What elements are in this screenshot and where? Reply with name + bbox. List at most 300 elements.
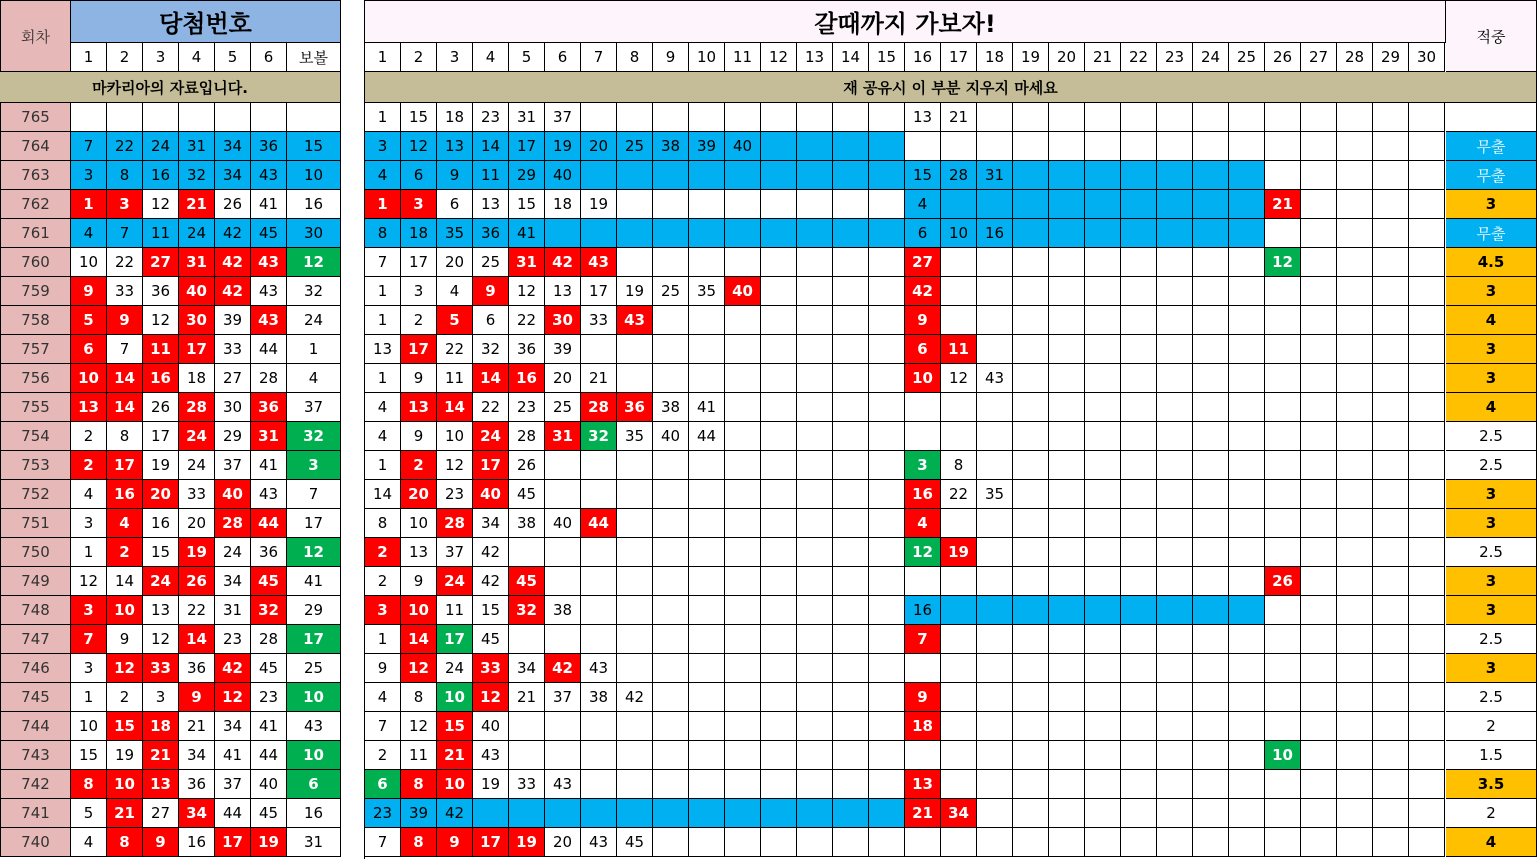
winning-number-cell[interactable]: 36 <box>179 770 215 799</box>
grid-cell[interactable] <box>869 451 905 480</box>
bonus-number-cell[interactable]: 16 <box>287 799 341 828</box>
grid-cell[interactable] <box>1085 422 1121 451</box>
grid-cell[interactable] <box>653 161 689 190</box>
winning-number-cell[interactable]: 22 <box>107 132 143 161</box>
grid-cell[interactable] <box>1121 683 1157 712</box>
winning-number-cell[interactable]: 43 <box>251 161 287 190</box>
winning-number-cell[interactable]: 10 <box>71 364 107 393</box>
round-cell[interactable]: 764 <box>0 132 71 161</box>
grid-cell[interactable] <box>545 625 581 654</box>
grid-cell[interactable] <box>761 161 797 190</box>
grid-cell[interactable] <box>725 451 761 480</box>
grid-cell[interactable] <box>1409 741 1445 770</box>
winning-number-cell[interactable]: 20 <box>179 509 215 538</box>
grid-cell[interactable]: 16 <box>905 480 941 509</box>
winning-number-cell[interactable] <box>71 103 107 132</box>
winning-number-cell[interactable]: 43 <box>251 306 287 335</box>
grid-cell[interactable] <box>725 161 761 190</box>
winning-number-cell[interactable]: 9 <box>71 277 107 306</box>
grid-cell[interactable] <box>761 451 797 480</box>
grid-cell[interactable]: 38 <box>545 596 581 625</box>
winning-number-cell[interactable]: 12 <box>143 306 179 335</box>
hits-cell[interactable]: 3 <box>1446 567 1537 596</box>
grid-cell[interactable]: 38 <box>509 509 545 538</box>
grid-cell[interactable] <box>977 683 1013 712</box>
grid-cell[interactable] <box>1157 683 1193 712</box>
grid-cell[interactable] <box>1373 132 1409 161</box>
grid-cell[interactable]: 7 <box>905 625 941 654</box>
grid-cell[interactable] <box>1265 625 1301 654</box>
bonus-number-cell[interactable]: 6 <box>287 770 341 799</box>
grid-cell[interactable] <box>1373 306 1409 335</box>
grid-cell[interactable] <box>1337 219 1373 248</box>
grid-cell[interactable] <box>1193 364 1229 393</box>
grid-cell[interactable] <box>1409 393 1445 422</box>
grid-cell[interactable] <box>653 509 689 538</box>
grid-cell[interactable] <box>1265 277 1301 306</box>
hits-cell[interactable]: 4 <box>1446 828 1537 857</box>
grid-cell[interactable] <box>1013 277 1049 306</box>
grid-cell[interactable] <box>1193 625 1229 654</box>
grid-cell[interactable] <box>1157 451 1193 480</box>
hits-cell[interactable]: 3 <box>1446 480 1537 509</box>
grid-cell[interactable]: 37 <box>545 683 581 712</box>
winning-number-cell[interactable]: 15 <box>143 538 179 567</box>
hits-cell[interactable]: 2.5 <box>1446 625 1537 654</box>
grid-cell[interactable] <box>797 451 833 480</box>
grid-cell[interactable] <box>833 422 869 451</box>
win-col-header[interactable]: 2 <box>107 43 143 72</box>
grid-cell[interactable] <box>977 799 1013 828</box>
grid-cell[interactable] <box>1049 190 1085 219</box>
grid-cell[interactable] <box>833 683 869 712</box>
grid-cell[interactable] <box>1193 393 1229 422</box>
grid-cell[interactable] <box>1229 828 1265 857</box>
bonus-number-cell[interactable]: 32 <box>287 422 341 451</box>
grid-cell[interactable]: 6 <box>437 190 473 219</box>
grid-cell[interactable]: 19 <box>545 132 581 161</box>
grid-cell[interactable] <box>1193 683 1229 712</box>
grid-cell[interactable]: 21 <box>905 799 941 828</box>
main-col-header[interactable]: 20 <box>1049 43 1085 72</box>
grid-cell[interactable]: 12 <box>401 132 437 161</box>
grid-cell[interactable]: 25 <box>653 277 689 306</box>
winning-number-cell[interactable]: 37 <box>215 770 251 799</box>
winning-number-cell[interactable]: 8 <box>107 828 143 857</box>
grid-cell[interactable] <box>977 335 1013 364</box>
grid-cell[interactable] <box>1157 277 1193 306</box>
grid-cell[interactable] <box>1085 306 1121 335</box>
grid-cell[interactable] <box>1085 219 1121 248</box>
grid-cell[interactable] <box>581 596 617 625</box>
grid-cell[interactable] <box>1049 451 1085 480</box>
grid-cell[interactable] <box>797 335 833 364</box>
grid-cell[interactable]: 6 <box>365 770 401 799</box>
grid-cell[interactable]: 10 <box>1265 741 1301 770</box>
grid-cell[interactable]: 2 <box>401 306 437 335</box>
round-cell[interactable]: 750 <box>0 538 71 567</box>
round-cell[interactable]: 747 <box>0 625 71 654</box>
grid-cell[interactable] <box>1409 712 1445 741</box>
hits-cell[interactable] <box>1446 103 1537 132</box>
grid-cell[interactable]: 15 <box>509 190 545 219</box>
grid-cell[interactable] <box>941 422 977 451</box>
winning-number-cell[interactable]: 16 <box>143 509 179 538</box>
grid-cell[interactable] <box>1409 306 1445 335</box>
grid-cell[interactable] <box>689 741 725 770</box>
winning-number-cell[interactable]: 31 <box>215 596 251 625</box>
grid-cell[interactable] <box>653 683 689 712</box>
grid-cell[interactable] <box>1409 683 1445 712</box>
grid-cell[interactable] <box>1013 422 1049 451</box>
winning-number-cell[interactable]: 3 <box>71 509 107 538</box>
grid-cell[interactable] <box>1409 422 1445 451</box>
grid-cell[interactable]: 3 <box>905 451 941 480</box>
grid-cell[interactable] <box>1337 770 1373 799</box>
grid-cell[interactable]: 11 <box>437 364 473 393</box>
grid-cell[interactable]: 16 <box>905 596 941 625</box>
grid-cell[interactable] <box>1301 799 1337 828</box>
grid-cell[interactable] <box>1049 103 1085 132</box>
grid-cell[interactable]: 9 <box>437 161 473 190</box>
note-left[interactable]: 마카리아의 자료입니다. <box>0 72 341 103</box>
round-cell[interactable]: 759 <box>0 277 71 306</box>
grid-cell[interactable] <box>1157 625 1193 654</box>
grid-cell[interactable] <box>1049 219 1085 248</box>
winning-number-cell[interactable]: 23 <box>251 683 287 712</box>
bonus-number-cell[interactable]: 24 <box>287 306 341 335</box>
grid-cell[interactable] <box>1229 190 1265 219</box>
grid-cell[interactable] <box>1265 364 1301 393</box>
grid-cell[interactable] <box>545 799 581 828</box>
grid-cell[interactable]: 17 <box>581 277 617 306</box>
grid-cell[interactable] <box>1013 103 1049 132</box>
grid-cell[interactable] <box>833 277 869 306</box>
grid-cell[interactable] <box>653 712 689 741</box>
grid-cell[interactable] <box>761 335 797 364</box>
grid-cell[interactable] <box>1121 567 1157 596</box>
winning-number-cell[interactable]: 21 <box>143 741 179 770</box>
winning-number-cell[interactable] <box>143 103 179 132</box>
grid-cell[interactable]: 20 <box>581 132 617 161</box>
winning-number-cell[interactable]: 40 <box>215 480 251 509</box>
grid-cell[interactable] <box>581 451 617 480</box>
grid-cell[interactable]: 39 <box>689 132 725 161</box>
grid-cell[interactable] <box>1049 828 1085 857</box>
bonus-number-cell[interactable]: 10 <box>287 683 341 712</box>
grid-cell[interactable] <box>1085 625 1121 654</box>
grid-cell[interactable] <box>1409 103 1445 132</box>
grid-cell[interactable] <box>1193 335 1229 364</box>
grid-cell[interactable] <box>977 741 1013 770</box>
grid-cell[interactable] <box>1121 364 1157 393</box>
round-cell[interactable]: 755 <box>0 393 71 422</box>
grid-cell[interactable] <box>1085 654 1121 683</box>
grid-cell[interactable] <box>581 712 617 741</box>
hits-cell[interactable]: 3 <box>1446 596 1537 625</box>
grid-cell[interactable] <box>905 741 941 770</box>
grid-cell[interactable] <box>833 103 869 132</box>
grid-cell[interactable] <box>1337 306 1373 335</box>
grid-cell[interactable] <box>1013 741 1049 770</box>
grid-cell[interactable] <box>1229 480 1265 509</box>
grid-cell[interactable]: 43 <box>581 654 617 683</box>
grid-cell[interactable] <box>797 161 833 190</box>
grid-cell[interactable] <box>797 596 833 625</box>
grid-cell[interactable] <box>1409 625 1445 654</box>
grid-cell[interactable] <box>1121 161 1157 190</box>
winning-number-cell[interactable]: 11 <box>143 219 179 248</box>
grid-cell[interactable] <box>1121 799 1157 828</box>
grid-cell[interactable]: 12 <box>401 712 437 741</box>
grid-cell[interactable] <box>1085 683 1121 712</box>
grid-cell[interactable] <box>977 654 1013 683</box>
grid-cell[interactable] <box>869 654 905 683</box>
grid-cell[interactable]: 11 <box>401 741 437 770</box>
grid-cell[interactable] <box>1229 393 1265 422</box>
round-cell[interactable]: 752 <box>0 480 71 509</box>
grid-cell[interactable] <box>833 654 869 683</box>
grid-cell[interactable]: 14 <box>473 364 509 393</box>
grid-cell[interactable]: 40 <box>473 480 509 509</box>
grid-cell[interactable] <box>1301 567 1337 596</box>
grid-cell[interactable] <box>1193 306 1229 335</box>
main-col-header[interactable]: 5 <box>509 43 545 72</box>
grid-cell[interactable] <box>581 335 617 364</box>
winning-number-cell[interactable]: 10 <box>107 770 143 799</box>
grid-cell[interactable] <box>941 683 977 712</box>
grid-cell[interactable]: 22 <box>473 393 509 422</box>
bonus-number-cell[interactable]: 32 <box>287 277 341 306</box>
grid-cell[interactable]: 21 <box>581 364 617 393</box>
winning-number-cell[interactable]: 26 <box>179 567 215 596</box>
grid-cell[interactable]: 40 <box>725 277 761 306</box>
grid-cell[interactable] <box>1157 422 1193 451</box>
grid-cell[interactable] <box>833 306 869 335</box>
grid-cell[interactable] <box>1373 741 1409 770</box>
main-col-header[interactable]: 14 <box>833 43 869 72</box>
grid-cell[interactable] <box>869 422 905 451</box>
grid-cell[interactable] <box>761 770 797 799</box>
grid-cell[interactable] <box>869 741 905 770</box>
grid-cell[interactable] <box>1373 567 1409 596</box>
winning-number-cell[interactable]: 1 <box>71 683 107 712</box>
grid-cell[interactable] <box>725 625 761 654</box>
grid-cell[interactable] <box>1049 567 1085 596</box>
grid-cell[interactable]: 17 <box>509 132 545 161</box>
grid-cell[interactable] <box>761 683 797 712</box>
round-cell[interactable]: 754 <box>0 422 71 451</box>
grid-cell[interactable] <box>869 277 905 306</box>
winning-number-cell[interactable]: 24 <box>179 219 215 248</box>
winning-number-cell[interactable]: 27 <box>143 799 179 828</box>
main-col-header[interactable]: 27 <box>1301 43 1337 72</box>
grid-cell[interactable]: 8 <box>365 509 401 538</box>
grid-cell[interactable] <box>977 712 1013 741</box>
winning-numbers-title[interactable]: 당첨번호 <box>71 0 341 43</box>
grid-cell[interactable] <box>833 712 869 741</box>
grid-cell[interactable] <box>977 306 1013 335</box>
grid-cell[interactable] <box>617 654 653 683</box>
grid-cell[interactable] <box>1301 190 1337 219</box>
grid-cell[interactable]: 5 <box>437 306 473 335</box>
winning-number-cell[interactable]: 45 <box>251 799 287 828</box>
grid-cell[interactable] <box>1265 799 1301 828</box>
grid-cell[interactable]: 23 <box>509 393 545 422</box>
grid-cell[interactable] <box>1301 132 1337 161</box>
grid-cell[interactable] <box>1265 335 1301 364</box>
winning-number-cell[interactable]: 19 <box>107 741 143 770</box>
grid-cell[interactable]: 21 <box>941 103 977 132</box>
grid-cell[interactable]: 4 <box>365 683 401 712</box>
grid-cell[interactable] <box>797 567 833 596</box>
grid-cell[interactable] <box>689 480 725 509</box>
winning-number-cell[interactable]: 13 <box>143 596 179 625</box>
grid-cell[interactable] <box>689 451 725 480</box>
grid-cell[interactable] <box>1301 509 1337 538</box>
grid-cell[interactable] <box>1301 335 1337 364</box>
winning-number-cell[interactable]: 45 <box>251 219 287 248</box>
grid-cell[interactable]: 22 <box>941 480 977 509</box>
grid-cell[interactable]: 28 <box>437 509 473 538</box>
hits-cell[interactable]: 4 <box>1446 306 1537 335</box>
grid-cell[interactable] <box>1193 596 1229 625</box>
grid-cell[interactable] <box>1373 770 1409 799</box>
winning-number-cell[interactable]: 44 <box>251 741 287 770</box>
grid-cell[interactable] <box>1013 538 1049 567</box>
grid-cell[interactable] <box>869 828 905 857</box>
main-col-header[interactable]: 10 <box>689 43 725 72</box>
grid-cell[interactable] <box>1409 770 1445 799</box>
hits-cell[interactable]: 2.5 <box>1446 422 1537 451</box>
round-cell[interactable]: 744 <box>0 712 71 741</box>
round-cell[interactable]: 757 <box>0 335 71 364</box>
grid-cell[interactable] <box>1049 480 1085 509</box>
grid-cell[interactable]: 42 <box>473 567 509 596</box>
grid-cell[interactable] <box>1121 770 1157 799</box>
grid-cell[interactable] <box>1049 741 1085 770</box>
winning-number-cell[interactable]: 21 <box>179 712 215 741</box>
grid-cell[interactable] <box>869 509 905 538</box>
grid-cell[interactable] <box>941 625 977 654</box>
grid-cell[interactable] <box>761 277 797 306</box>
grid-cell[interactable]: 28 <box>581 393 617 422</box>
grid-cell[interactable] <box>1193 132 1229 161</box>
grid-cell[interactable] <box>833 480 869 509</box>
grid-cell[interactable] <box>1409 248 1445 277</box>
grid-cell[interactable] <box>1193 538 1229 567</box>
grid-cell[interactable] <box>725 190 761 219</box>
grid-cell[interactable]: 2 <box>365 567 401 596</box>
winning-number-cell[interactable]: 21 <box>107 799 143 828</box>
grid-cell[interactable] <box>797 799 833 828</box>
grid-cell[interactable] <box>869 248 905 277</box>
grid-cell[interactable]: 31 <box>509 103 545 132</box>
grid-cell[interactable] <box>1121 422 1157 451</box>
grid-cell[interactable] <box>761 567 797 596</box>
grid-cell[interactable] <box>977 538 1013 567</box>
grid-cell[interactable] <box>1013 364 1049 393</box>
grid-cell[interactable] <box>941 393 977 422</box>
grid-cell[interactable] <box>761 422 797 451</box>
winning-number-cell[interactable]: 42 <box>215 219 251 248</box>
grid-cell[interactable] <box>1013 335 1049 364</box>
hits-cell[interactable]: 2.5 <box>1446 683 1537 712</box>
grid-cell[interactable] <box>653 248 689 277</box>
winning-number-cell[interactable]: 3 <box>71 161 107 190</box>
grid-cell[interactable] <box>1013 770 1049 799</box>
grid-cell[interactable] <box>1157 799 1193 828</box>
grid-cell[interactable] <box>833 538 869 567</box>
grid-cell[interactable] <box>725 596 761 625</box>
winning-number-cell[interactable]: 14 <box>107 393 143 422</box>
grid-cell[interactable] <box>797 625 833 654</box>
grid-cell[interactable] <box>1373 596 1409 625</box>
winning-number-cell[interactable]: 19 <box>179 538 215 567</box>
grid-cell[interactable] <box>1193 509 1229 538</box>
grid-cell[interactable] <box>1229 770 1265 799</box>
grid-cell[interactable] <box>1157 190 1193 219</box>
grid-cell[interactable] <box>977 828 1013 857</box>
winning-number-cell[interactable]: 4 <box>107 509 143 538</box>
grid-cell[interactable] <box>1409 277 1445 306</box>
grid-cell[interactable]: 15 <box>473 596 509 625</box>
winning-number-cell[interactable]: 14 <box>179 625 215 654</box>
grid-cell[interactable] <box>1229 654 1265 683</box>
grid-cell[interactable]: 6 <box>473 306 509 335</box>
grid-cell[interactable]: 31 <box>509 248 545 277</box>
grid-cell[interactable]: 23 <box>473 103 509 132</box>
grid-cell[interactable] <box>761 596 797 625</box>
winning-number-cell[interactable]: 12 <box>71 567 107 596</box>
grid-cell[interactable] <box>1121 538 1157 567</box>
grid-cell[interactable] <box>833 770 869 799</box>
grid-cell[interactable] <box>1337 103 1373 132</box>
grid-cell[interactable] <box>725 828 761 857</box>
grid-cell[interactable] <box>1193 770 1229 799</box>
grid-cell[interactable] <box>581 161 617 190</box>
grid-cell[interactable]: 17 <box>401 248 437 277</box>
grid-cell[interactable] <box>1265 480 1301 509</box>
grid-cell[interactable]: 39 <box>545 335 581 364</box>
grid-cell[interactable] <box>617 161 653 190</box>
grid-cell[interactable] <box>833 828 869 857</box>
grid-cell[interactable] <box>905 828 941 857</box>
grid-cell[interactable] <box>869 683 905 712</box>
grid-cell[interactable] <box>689 335 725 364</box>
grid-cell[interactable] <box>689 828 725 857</box>
grid-cell[interactable] <box>1013 683 1049 712</box>
grid-cell[interactable]: 4 <box>365 161 401 190</box>
grid-cell[interactable] <box>1337 509 1373 538</box>
winning-number-cell[interactable]: 37 <box>215 451 251 480</box>
grid-cell[interactable] <box>653 799 689 828</box>
grid-cell[interactable] <box>1121 451 1157 480</box>
grid-cell[interactable] <box>869 596 905 625</box>
grid-cell[interactable]: 1 <box>365 364 401 393</box>
main-col-header[interactable]: 3 <box>437 43 473 72</box>
grid-cell[interactable] <box>1337 451 1373 480</box>
grid-cell[interactable] <box>761 654 797 683</box>
grid-cell[interactable]: 42 <box>905 277 941 306</box>
grid-cell[interactable]: 14 <box>365 480 401 509</box>
grid-cell[interactable]: 10 <box>941 219 977 248</box>
winning-number-cell[interactable]: 19 <box>251 828 287 857</box>
grid-cell[interactable] <box>1337 132 1373 161</box>
grid-cell[interactable] <box>761 828 797 857</box>
grid-cell[interactable] <box>1085 364 1121 393</box>
grid-cell[interactable] <box>1229 277 1265 306</box>
